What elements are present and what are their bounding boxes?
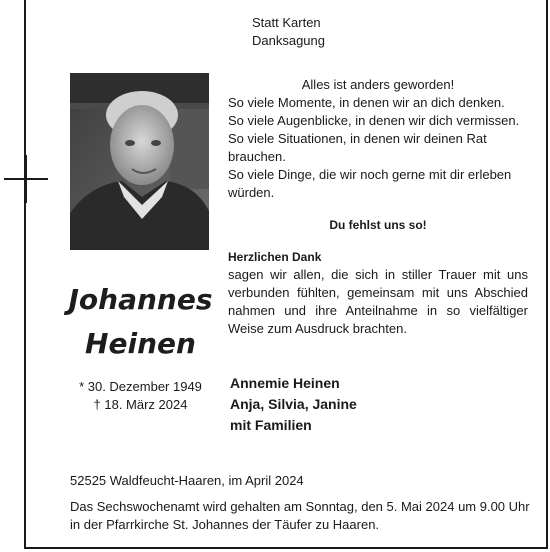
- poem-line: So viele Momente, in denen wir an dich denken.: [228, 95, 505, 110]
- deceased-name: [58, 278, 223, 366]
- service-info: [70, 498, 530, 534]
- signers: [230, 373, 357, 436]
- signer-line: Annemie Heinen: [230, 375, 340, 391]
- poem-line: So viele Dinge, die wir noch gerne mit dir erleben: [228, 167, 512, 182]
- birth-date: * 30. Dezember 1949: [79, 379, 202, 394]
- death-date: † 18. März 2024: [93, 397, 188, 412]
- thanks-title: Herzlichen Dank: [228, 250, 322, 264]
- notice-header: [252, 14, 325, 50]
- deceased-last-name: Heinen: [85, 327, 196, 360]
- thanks-body: sagen wir allen, die sich in stiller Trauer mit uns verbunden fühlten, gemeinsam mit uns Abschied nahmen und ihre Anteilnahme in so vielfältiger Weise zum Ausdruck brachten.: [228, 267, 528, 336]
- place-date: 52525 Waldfeucht-Haaren, im April 2024: [70, 473, 304, 488]
- poem-line: So viele Situationen, in denen wir deinen Rat: [228, 131, 487, 146]
- poem-line: brauchen.: [228, 149, 286, 164]
- service-line: Das Sechswochenamt wird gehalten am Sonntag, den 5. Mai 2024 um 9.00 Uhr: [70, 499, 530, 514]
- poem-line: Alles ist anders geworden!: [301, 77, 455, 92]
- portrait-image: [70, 73, 209, 250]
- service-line: in der Pfarrkirche St. Johannes der Täufer zu Haaren.: [70, 517, 380, 532]
- header-statt-karten: Statt Karten: [252, 15, 321, 30]
- deceased-first-name: Johannes: [68, 283, 213, 316]
- life-dates: [58, 378, 223, 414]
- signer-line: mit Familien: [230, 417, 312, 433]
- signer-line: Anja, Silvia, Janine: [230, 396, 357, 412]
- header-danksagung: Danksagung: [252, 33, 325, 48]
- poem: [228, 76, 528, 202]
- cross-icon: [4, 155, 48, 203]
- poem-line: würden.: [228, 185, 275, 200]
- portrait-photo: [70, 73, 209, 250]
- motto: Du fehlst uns so!: [329, 218, 427, 232]
- poem-line: So viele Augenblicke, in denen wir dich vermissen.: [228, 113, 520, 128]
